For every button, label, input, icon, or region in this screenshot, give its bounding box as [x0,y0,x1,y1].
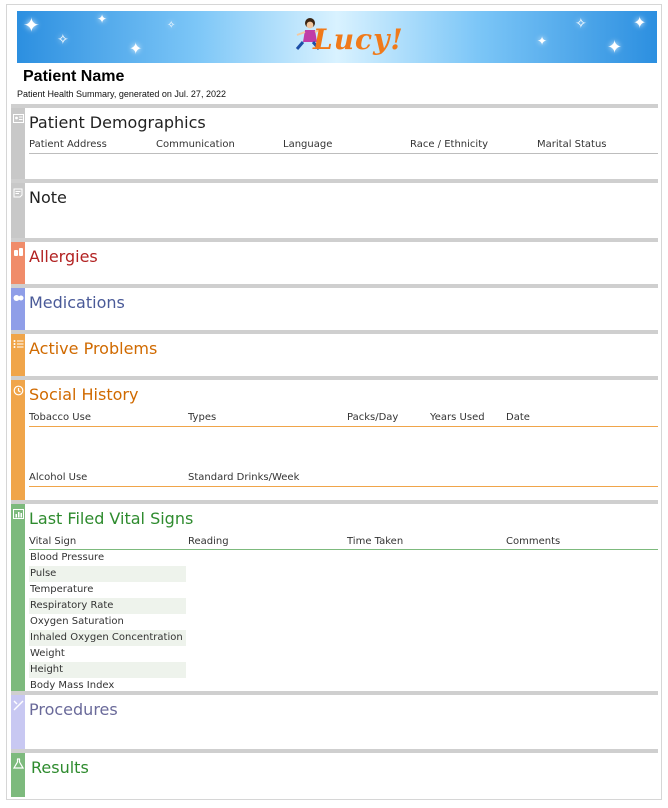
sparkle-icon: ✦ [129,39,143,58]
section-vital-signs [11,500,658,691]
scalpel-icon [12,699,24,711]
column-header: Race / Ethnicity [410,139,489,150]
section-color-bar [11,695,25,749]
section-procedures [11,691,658,749]
column-header: Time Taken [347,536,404,547]
sparkle-icon: ✧ [575,16,587,32]
section-medications [11,284,658,330]
column-header: Tobacco Use [29,412,91,423]
vital-sign-row: Inhaled Oxygen Concentration [29,630,186,646]
demographics-header-row [29,139,658,153]
column-header: Comments [506,536,561,547]
sparkle-icon: ✦ [23,13,40,37]
section-title: Medications [29,293,125,312]
column-header: Alcohol Use [29,472,88,483]
patient-name: Patient Name [23,68,125,85]
column-header: Language [283,139,333,150]
vitals-header-row [29,536,658,550]
column-header: Marital Status [537,139,607,150]
section-note [11,179,658,238]
header-banner [17,11,657,63]
section-title: Allergies [29,247,98,266]
section-color-bar [11,753,25,797]
divider [29,426,658,427]
vital-sign-row: Oxygen Saturation [30,616,124,627]
sparkle-icon: ✧ [57,32,69,48]
alcohol-header-row [29,472,658,486]
column-header: Communication [156,139,235,150]
divider [29,153,658,154]
sparkle-icon: ✦ [607,37,623,58]
column-header: Date [506,412,530,423]
section-color-bar [11,108,25,179]
summary-generated-line: Patient Health Summary, generated on Jul. 27, 2022 [17,89,226,99]
section-title: Patient Demographics [29,113,206,132]
column-header: Patient Address [29,139,107,150]
column-header: Years Used [430,412,485,423]
section-title: Procedures [29,700,118,719]
sparkle-icon: ✦ [537,34,548,48]
column-header: Packs/Day [347,412,399,423]
sparkle-icon: ✦ [633,13,647,32]
note-icon [12,187,24,199]
section-color-bar [11,183,25,238]
section-color-bar [11,242,25,284]
vital-sign-row: Body Mass Index [30,680,115,691]
section-color-bar [11,504,25,691]
tobacco-header-row [29,412,658,426]
column-header: Types [188,412,217,423]
health-summary-page [6,4,662,800]
logo-text: Lucy! [313,23,404,56]
allergy-icon [12,246,24,258]
vital-sign-row: Height [29,662,186,678]
vital-sign-row: Pulse [29,566,186,582]
list-icon [12,338,24,350]
section-title: Note [29,188,67,207]
section-title: Last Filed Vital Signs [29,509,194,528]
section-allergies [11,238,658,284]
id-card-icon [12,112,24,124]
vital-sign-row: Temperature [30,584,94,595]
history-icon [12,384,24,396]
section-title: Social History [29,385,139,404]
flask-icon [12,757,24,769]
chart-icon [12,508,24,520]
sparkle-icon: ✦ [97,12,108,26]
section-demographics [11,104,658,179]
column-header: Reading [188,536,229,547]
section-title: Results [31,758,89,777]
column-header: Vital Sign [29,536,77,547]
section-results [11,749,658,797]
section-title: Active Problems [29,339,158,358]
section-color-bar [11,334,25,376]
lucy-logo [293,15,404,59]
divider [29,486,658,487]
vital-sign-row: Respiratory Rate [29,598,186,614]
sparkle-icon: ✧ [167,20,176,31]
pills-icon [12,292,24,304]
vital-sign-row: Weight [30,648,65,659]
vital-sign-row: Blood Pressure [30,552,105,563]
section-active-problems [11,330,658,376]
section-social-history [11,376,658,500]
section-color-bar [11,288,25,330]
column-header: Standard Drinks/Week [188,472,300,483]
section-color-bar [11,380,25,500]
